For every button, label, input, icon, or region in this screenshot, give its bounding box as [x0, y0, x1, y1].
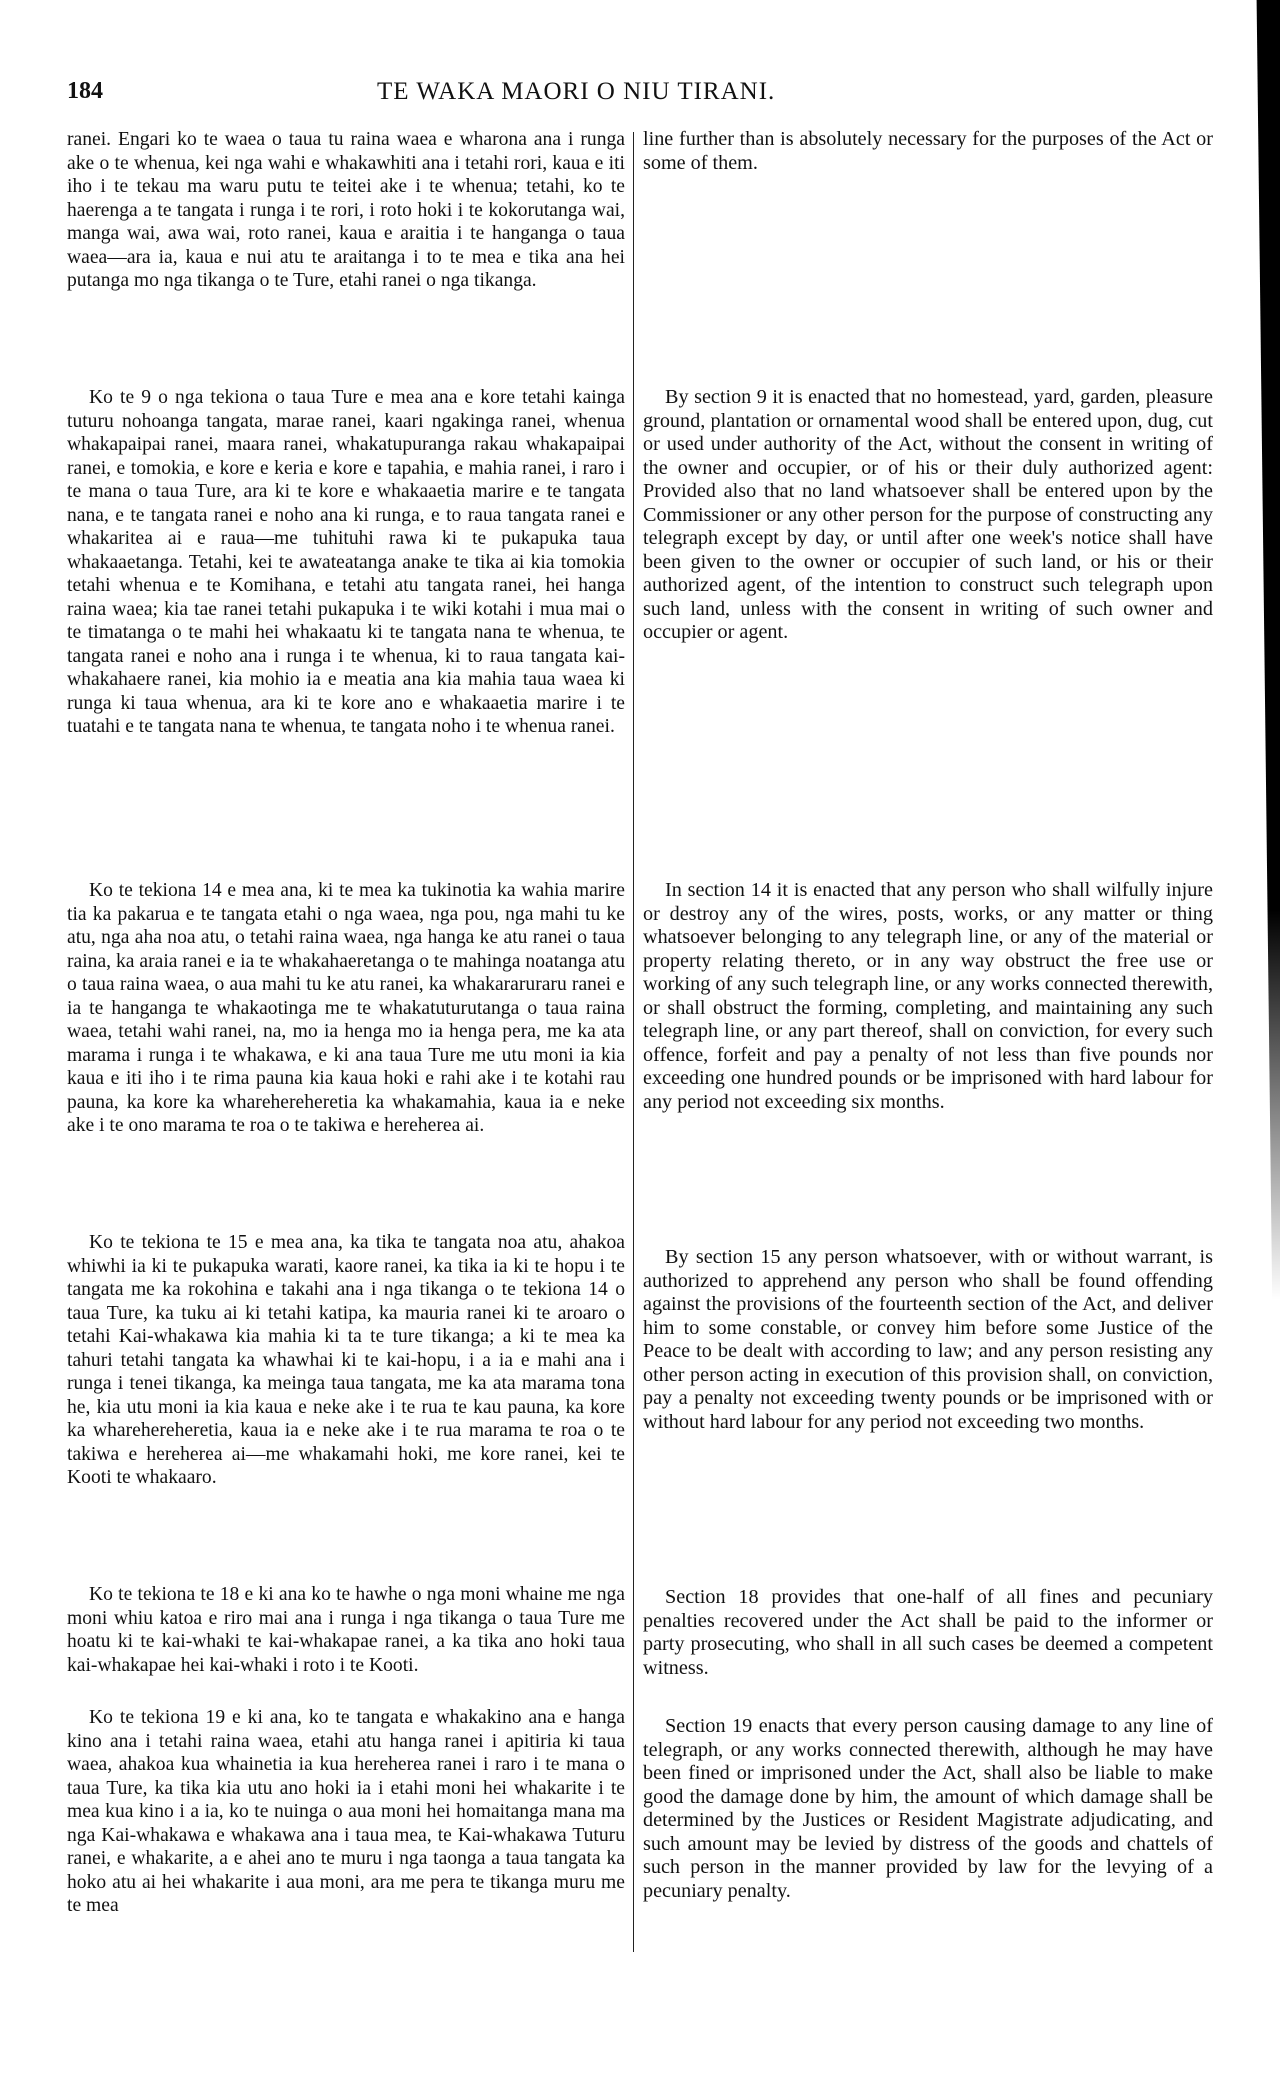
english-paragraph-section-9: By section 9 it is enacted that no homestead, yard, garden, pleasure ground, plantation or ornamental wood shall be entered upon, dug, cut or used under authority of the Act, without the consent in writing of the owner and occupier, or of his or their duly authorized agent: Provided also that no land whatsoever shall be entered upon by the Commissioner or any other person for the purpose of constructing any telegraph except by day, or until after one week's notice shall have been given to the owner or occupier of such land, or his or their authorized agent, of the intention to construct such telegraph upon such land, unless with the consent in writing of such owner and occupier or agent.: [643, 386, 1213, 643]
english-paragraph-continuation: line further than is absolutely necessary for the purposes of the Act or some of them.: [643, 128, 1213, 174]
page-title: TE WAKA MAORI O NIU TIRANI.: [377, 78, 776, 105]
maori-paragraph-tekiona-19: Ko te tekiona 19 e ki ana, ko te tangata e whakakino ana e hanga kino ana i tetahi raina waea, etahi atu hanga ranei i apitiria ki taua waea, ahakoa kua whainetia ia kua hereherea ranei i raro i te mana o taua Ture, ka tika kia utu ano hoki ia i etahi moni hei whakarite i te mea kua kino i a ia, ko te nuinga o aua moni hei homaitanga mana ma nga Kai-whakawa e whakawa ana i taua mea, te Kai-whakawa Tuturu ranei, e whakarite, a e ahei ano te muru i nga taonga a taua tangata ka hoko atu ai hei whakarite i aua moni, ara me pera te tikanga muru me te mea: [67, 1707, 625, 1916]
maori-paragraph-continuation: ranei. Engari ko te waea o taua tu raina waea e wharona ana i runga ake o te whenua, kei nga wahi e whakawhiti ana i tetahi rori, kaua e iti iho i te tekau ma waru putu te teitei ake i te whenua; tetahi, ko te haerenga a te tangata i runga i te rori, i roto hoki i te kokorutanga wai, manga wai, awa wai, roto ranei, kaua e araitia i te hanganga o taua waea—ara ia, kaua e nui atu te araitanga i to te mea e tika ana hei putanga mo nga tikanga o te Ture, etahi ranei o nga tikanga.: [67, 129, 625, 291]
scan-edge-shadow: [1254, 0, 1280, 1300]
maori-paragraph-tekiona-15: Ko te tekiona te 15 e mea ana, ka tika te tangata noa atu, ahakoa whiwhi ia ki te pukapuka warati, kaore ranei, ka tika ia ki te hopu i te tangata me ka rokohina e takahi ana i nga tikanga o te tekiona 14 o taua Ture, ka tuku ai ki tetahi katipa, ka mauria ranei ki te aroaro o tetahi Kai-whakawa kia mahia ki ta te ture tikanga; a ki te mea ka tahuri tetahi tangata ka whawhai ki te kai-hopu, i a ia e mahi ana i runga i tenei tikanga, ka meinga taua tangata, me ka ata marama tona he, kia utu moni ia kia kaua e neke ake i te rua te kau pauna, ka kore ka wharehereheretia, kaua ia e neke ake i te rua marama te roa o te takiwa e hereherea ai—me whakamahi hoki, me kore ranei, kei te Kooti te whakaaro.: [67, 1232, 625, 1488]
maori-paragraph-tekiona-18: Ko te tekiona te 18 e ki ana ko te hawhe o nga moni whaine me nga moni whiu katoa e riro mai ana i runga i nga tikanga o taua Ture me hoatu ki te kai-whaki te kai-whakapae ranei, a ka tika ano hoki taua kai-whakapae hei kai-whaki i roto i te Kooti.: [67, 1584, 625, 1676]
english-paragraph-section-14: In section 14 it is enacted that any person who shall wilfully injure or destroy any of the wires, posts, works, or any matter or thing whatsoever belonging to any telegraph line, or any of the material or property relating thereto, or in any way obstruct the free use or working of any such telegraph line, or any works connected therewith, or shall obstruct the forming, completing, and maintaining any such telegraph line, or any part thereof, shall on conviction, for every such offence, forfeit and pay a penalty of not less than five pounds nor exceeding one hundred pounds or be imprisoned with hard labour for any period not exceeding six months.: [643, 879, 1213, 1113]
column-rule: [633, 132, 634, 1952]
running-head: [67, 78, 1217, 108]
english-paragraph-section-19: Section 19 enacts that every person causing damage to any line of telegraph, or any works connected therewith, although he may have been fined or imprisoned under the Act, shall also be liable to make good the damage done by him, the amount of which damage shall be determined by the Justices or Resident Magistrate adjudicating, and such amount may be levied by distress of the goods and chattels of such person in the manner provided by law for the levying of a pecuniary penalty.: [643, 1715, 1213, 1902]
english-paragraph-section-15: By section 15 any person whatsoever, with or without warrant, is authorized to apprehend any person who shall be found offending against the provisions of the fourteenth section of the Act, and deliver him to some constable, or convey him before some Justice of the Peace to be dealt with according to law; and any person resisting any other person acting in execution of this provision shall, on conviction, pay a penalty not exceeding twenty pounds or be imprisoned with or without hard labour for any period not exceeding two months.: [643, 1246, 1213, 1433]
english-paragraph-section-18: Section 18 provides that one-half of all fines and pecuniary penalties recovered under the Act shall be paid to the informer or party prosecuting, who shall in all such cases be deemed a competent witness.: [643, 1586, 1213, 1679]
page-number: 184: [67, 78, 103, 104]
maori-paragraph-tekiona-14: Ko te tekiona 14 e mea ana, ki te mea ka tukinotia ka wahia marire tia ka pakarua e te tangata etahi o nga waea, nga pou, nga mahi tu ke atu, nga aha noa atu, o tetahi raina waea, nga hanga ke atu ranei o taua raina, ka araia ranei e ia te whakahaeretanga o te mahinga noatanga atu o taua raina waea, o aua mahi tu ke atu ranei, ka whakararuraru ranei e ia te hanganga te whakaotinga me te whakatuturutanga o taua raina waea, tetahi wahi ranei, na, mo ia henga mo ia henga pera, me ka ata marama i runga i te whakawa, e ki ana taua Ture me utu moni ia kia kaua e iti iho i te rima pauna kia kaua hoki e rahi ake i te kotahi rau pauna, ka kore ka wharehereheretia ka whakamahia, kaua ia e neke ake i te ono marama te roa o te takiwa e hereherea ai.: [67, 880, 625, 1136]
maori-paragraph-tekiona-9: Ko te 9 o nga tekiona o taua Ture e mea ana e kore tetahi kainga tuturu nohoanga tangata, marae ranei, kaari ngakinga ranei, whenua whakapaipai ranei, maara ranei, whakatupuranga rakau whakapaipai ranei, e tomokia, e kore e keria e kore e tapahia, e mahia ranei, i raro i te mana o taua Ture, ara ki te kore e whakaaetia marire e te tangata nana, e te tangata ranei e noho ana ki runga, e to raua tangata ranei e whakaritea ai e raua—me tuhituhi rawa ki te pukapuka taua whakaaetanga. Tetahi, kei te awateatanga anake te tika ai kia tomokia tetahi whenua e te Komihana, e tetahi atu tangata ranei, hei hanga raina waea; kia tae ranei tetahi pukapuka i te wiki kotahi i mua mai o te timatanga o te mahi hei whakaatu ki te tangata nana te whenua, te tangata ranei e noho ana i runga i te whenua, ki to raua tangata kai-whakahaere ranei, kia mohio ia e meatia ana kia mahia taua waea ki runga ki taua whenua, ara ki te kore ano e whakaaetia marire i te tuatahi e te tangata nana te whenua, te tangata noho i te whenua ranei.: [67, 387, 625, 737]
